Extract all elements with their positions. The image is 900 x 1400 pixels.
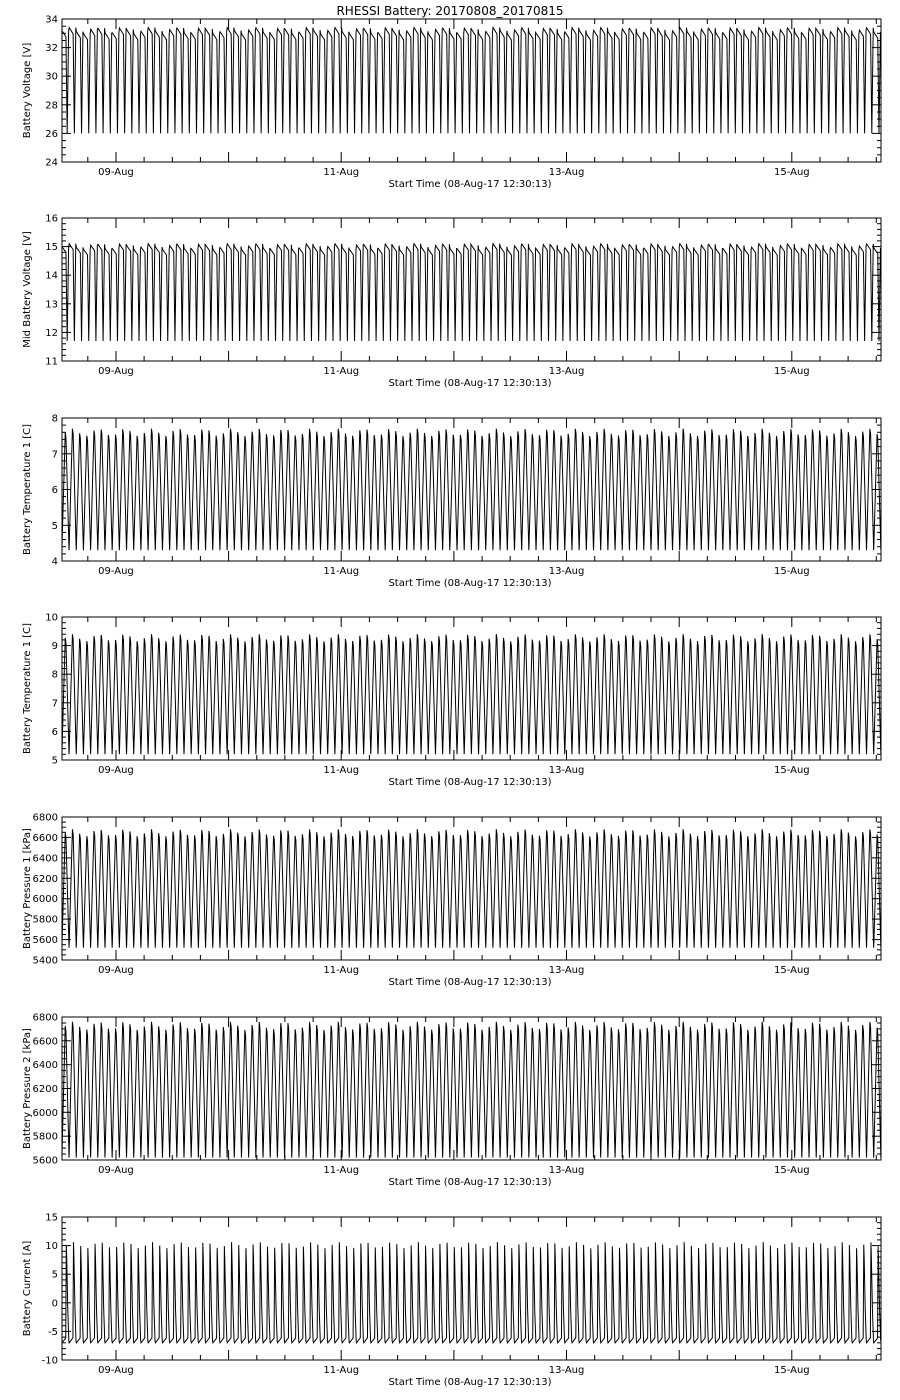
x-tick-label: 09-Aug bbox=[98, 366, 134, 377]
y-tick-label: 5600 bbox=[32, 935, 58, 947]
y-tick-label: -5 bbox=[48, 1326, 58, 1338]
x-tick-label: 15-Aug bbox=[774, 765, 810, 776]
y-tick-label: 6800 bbox=[32, 1012, 58, 1024]
x-tick-label: 15-Aug bbox=[774, 566, 810, 577]
y-tick-label: 7 bbox=[51, 698, 58, 710]
y-axis-label: Battery Voltage [V] bbox=[22, 42, 33, 139]
x-tick-label: 15-Aug bbox=[774, 1365, 810, 1376]
y-tick-label: 26 bbox=[45, 128, 58, 140]
panel-mid-battery-voltage bbox=[22, 214, 881, 390]
series-line bbox=[62, 829, 881, 947]
x-axis-label: Start Time (08-Aug-17 12:30:13) bbox=[388, 1377, 552, 1388]
y-tick-label: -10 bbox=[41, 1355, 58, 1367]
y-tick-label: 24 bbox=[45, 157, 58, 169]
panel-battery-current bbox=[22, 1213, 881, 1389]
series-line bbox=[62, 28, 880, 134]
x-tick-label: 09-Aug bbox=[98, 965, 134, 976]
y-tick-label: 5 bbox=[51, 755, 58, 767]
y-tick-label: 4 bbox=[51, 556, 58, 568]
x-tick-label: 13-Aug bbox=[548, 1165, 585, 1176]
y-axis-label: Battery Pressure 2 [kPa] bbox=[22, 1028, 33, 1149]
y-tick-label: 5800 bbox=[32, 914, 58, 926]
panel-battery-pressure-2 bbox=[22, 1013, 881, 1189]
x-tick-label: 11-Aug bbox=[323, 167, 360, 178]
x-tick-label: 11-Aug bbox=[323, 1365, 360, 1376]
x-tick-label: 11-Aug bbox=[323, 965, 360, 976]
x-tick-label: 13-Aug bbox=[548, 566, 585, 577]
y-tick-label: 6800 bbox=[32, 812, 58, 824]
panel-battery-temperature-1b bbox=[22, 613, 881, 789]
x-axis-label: Start Time (08-Aug-17 12:30:13) bbox=[388, 777, 552, 788]
y-tick-label: 11 bbox=[45, 356, 58, 368]
y-tick-label: 5600 bbox=[32, 1155, 58, 1167]
y-tick-label: 6400 bbox=[32, 1060, 58, 1072]
y-tick-label: 10 bbox=[45, 1241, 58, 1253]
y-tick-label: 5800 bbox=[32, 1131, 58, 1143]
y-tick-label: 30 bbox=[45, 71, 58, 83]
y-tick-label: 5 bbox=[51, 520, 58, 532]
plot-frame bbox=[62, 218, 881, 361]
y-tick-label: 6200 bbox=[32, 1084, 58, 1095]
x-tick-label: 13-Aug bbox=[548, 765, 585, 776]
y-tick-label: 6 bbox=[51, 726, 58, 738]
y-tick-label: 6200 bbox=[32, 873, 58, 885]
x-tick-label: 09-Aug bbox=[98, 1365, 134, 1376]
x-tick-label: 15-Aug bbox=[774, 366, 810, 377]
series-line bbox=[62, 1022, 881, 1158]
y-tick-label: 7 bbox=[51, 449, 58, 461]
y-tick-label: 10 bbox=[45, 612, 58, 624]
panel-battery-temperature-1a bbox=[22, 414, 881, 590]
y-tick-label: 28 bbox=[45, 100, 58, 112]
y-tick-label: 14 bbox=[45, 270, 58, 282]
x-axis-label: Start Time (08-Aug-17 12:30:13) bbox=[388, 977, 552, 988]
x-tick-label: 13-Aug bbox=[548, 167, 585, 178]
x-axis-label: Start Time (08-Aug-17 12:30:13) bbox=[388, 179, 552, 190]
y-axis-label: Battery Pressure 1 [kPa] bbox=[22, 828, 33, 949]
x-axis-label: Start Time (08-Aug-17 12:30:13) bbox=[388, 578, 552, 589]
y-tick-label: 15 bbox=[45, 242, 58, 254]
x-tick-label: 11-Aug bbox=[323, 765, 360, 776]
y-tick-label: 6600 bbox=[32, 1036, 58, 1048]
y-axis-label: Battery Temperature 1 [C] bbox=[22, 423, 33, 556]
y-tick-label: 5400 bbox=[32, 955, 58, 967]
x-tick-label: 09-Aug bbox=[98, 167, 134, 178]
x-tick-label: 13-Aug bbox=[548, 366, 585, 377]
x-tick-label: 11-Aug bbox=[323, 566, 360, 577]
x-tick-label: 15-Aug bbox=[774, 1165, 810, 1176]
x-tick-label: 11-Aug bbox=[323, 366, 360, 377]
x-axis-label: Start Time (08-Aug-17 12:30:13) bbox=[388, 1177, 552, 1188]
x-tick-label: 09-Aug bbox=[98, 765, 134, 776]
y-tick-label: 6600 bbox=[32, 832, 58, 844]
y-tick-label: 12 bbox=[45, 327, 58, 339]
x-tick-label: 09-Aug bbox=[98, 1165, 134, 1176]
series-line bbox=[62, 634, 881, 754]
x-tick-label: 15-Aug bbox=[774, 167, 810, 178]
x-tick-label: 11-Aug bbox=[323, 1165, 360, 1176]
y-tick-label: 13 bbox=[45, 299, 58, 311]
figure-title: RHESSI Battery: 20170808_20170815 bbox=[336, 4, 564, 18]
y-axis-label: Battery Current [A] bbox=[22, 1240, 33, 1337]
y-tick-label: 8 bbox=[51, 413, 58, 425]
x-tick-label: 13-Aug bbox=[548, 1365, 585, 1376]
y-tick-label: 6000 bbox=[32, 894, 58, 906]
y-tick-label: 16 bbox=[45, 213, 58, 225]
y-axis-label: Mid Battery Voltage [V] bbox=[22, 231, 33, 348]
y-tick-label: 6000 bbox=[32, 1107, 58, 1119]
x-tick-label: 15-Aug bbox=[774, 965, 810, 976]
y-tick-label: 8 bbox=[51, 669, 58, 681]
panel-battery-voltage bbox=[22, 15, 881, 191]
y-tick-label: 9 bbox=[51, 641, 58, 653]
y-tick-label: 15 bbox=[45, 1212, 58, 1224]
x-tick-label: 09-Aug bbox=[98, 566, 134, 577]
x-tick-label: 13-Aug bbox=[548, 965, 585, 976]
y-axis-label: Battery Temperature 1 [C] bbox=[22, 622, 33, 755]
series-line bbox=[62, 1242, 881, 1343]
series-line bbox=[62, 244, 880, 341]
y-tick-label: 6400 bbox=[32, 853, 58, 865]
series-line bbox=[62, 429, 881, 551]
y-tick-label: 0 bbox=[51, 1298, 58, 1310]
y-tick-label: 32 bbox=[45, 43, 58, 55]
x-axis-label: Start Time (08-Aug-17 12:30:13) bbox=[388, 378, 552, 389]
y-tick-label: 5 bbox=[51, 1269, 58, 1281]
y-tick-label: 6 bbox=[51, 485, 58, 496]
y-tick-label: 34 bbox=[45, 14, 58, 26]
panel-battery-pressure-1 bbox=[22, 813, 881, 989]
